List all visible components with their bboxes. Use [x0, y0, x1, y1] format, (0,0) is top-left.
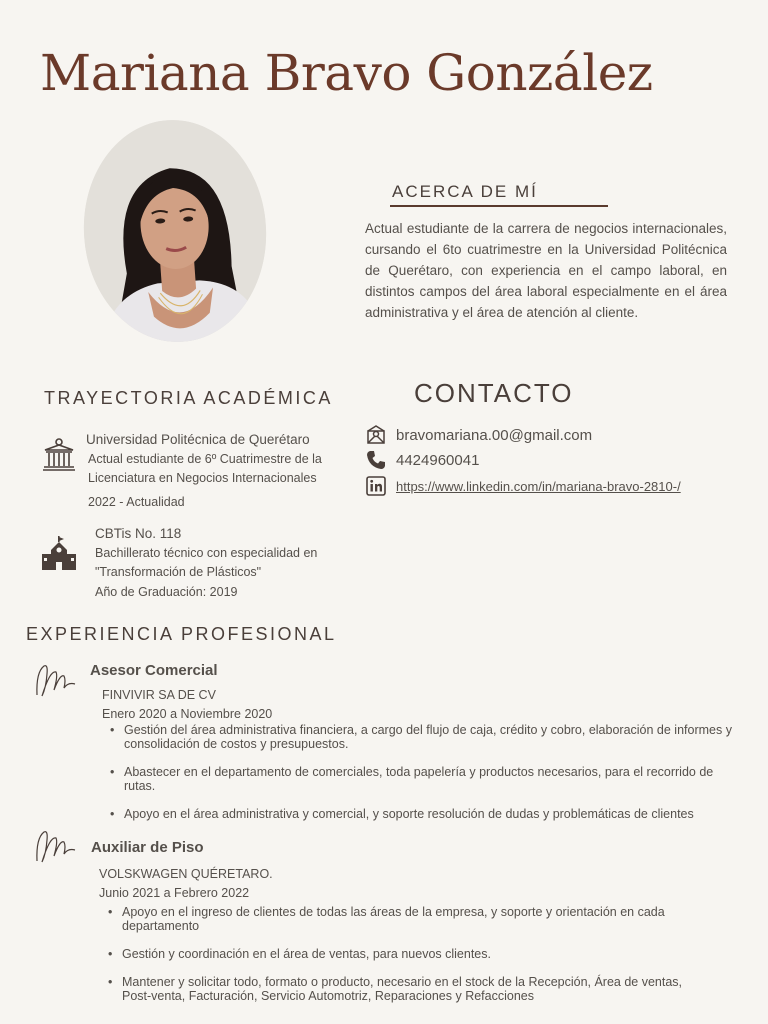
school-building-icon: [41, 536, 77, 572]
signature-monogram-icon: [34, 660, 78, 700]
linkedin-icon: [366, 476, 386, 496]
job-company: VOLSKWAGEN QUÉRETARO.: [99, 867, 273, 881]
university-building-icon: [41, 436, 77, 472]
signature-monogram-icon: [34, 826, 78, 866]
about-underline: [390, 205, 608, 207]
education-institution: Universidad Politécnica de Querétaro: [86, 432, 310, 447]
job-title: Auxiliar de Piso: [91, 839, 204, 856]
list-item: • Gestión y coordinación en el área de ventas, para nuevos clientes.: [104, 947, 704, 961]
job-company: FINVIVIR SA DE CV: [102, 688, 216, 702]
job-bullet-list: [106, 723, 738, 835]
about-paragraph: Actual estudiante de la carrera de negocios internacionales, cursando el 6to cuatrimestre en la Universidad Politécnica de Querétaro, con experiencia en el campo laboral, en distintos campos del área laboral especialmente en el área administrativa y el área de atención al cliente.: [365, 221, 727, 320]
cv-name-title: Mariana Bravo González: [40, 44, 653, 102]
list-item: • Abastecer en el departamento de comerciales, toda papelería y productos necesarios, para el recorrido de rutas.: [106, 765, 738, 793]
education-period: 2022 - Actualidad: [88, 494, 185, 509]
contact-email[interactable]: [366, 425, 592, 445]
job-period: Junio 2021 a Febrero 2022: [99, 886, 250, 900]
job-bullet-list: [104, 905, 704, 1017]
list-item: • Apoyo en el ingreso de clientes de todas las áreas de la empresa, y soporte y orientación en cada departamento: [104, 905, 704, 933]
phone-text[interactable]: 4424960041: [396, 451, 480, 469]
email-icon: [366, 425, 386, 445]
education-detail: Licenciatura en Negocios Internacionales: [88, 471, 317, 485]
education-period: Año de Graduación: 2019: [95, 584, 238, 599]
education-institution: CBTis No. 118: [95, 526, 182, 541]
experience-heading: EXPERIENCIA PROFESIONAL: [26, 624, 337, 644]
about-heading: ACERCA DE MÍ: [392, 182, 538, 201]
job-period: Enero 2020 a Noviembre 2020: [102, 707, 273, 721]
contact-phone[interactable]: [366, 450, 479, 470]
education-detail: Actual estudiante de 6º Cuatrimestre de la: [88, 451, 322, 466]
contact-heading: CONTACTO: [414, 378, 574, 408]
contact-linkedin[interactable]: [366, 476, 681, 496]
list-item: • Mantener y solicitar todo, formato o producto, necesario en el stock de la Recepción, Área de ventas, Post-venta, Facturación, Servicio Automotriz, Reparaciones y Refacciones: [104, 975, 704, 1003]
education-detail: "Transformación de Plásticos": [95, 565, 262, 579]
education-heading: TRAYECTORIA ACADÉMICA: [44, 388, 333, 408]
phone-icon: [366, 450, 386, 470]
profile-photo: [76, 114, 273, 348]
education-item-upq: [86, 430, 356, 512]
job-title: Asesor Comercial: [90, 662, 218, 679]
linkedin-link[interactable]: https://www.linkedin.com/in/mariana-bravo-2810-/: [396, 478, 681, 494]
education-detail: Bachillerato técnico con especialidad en: [95, 545, 318, 560]
list-item: • Apoyo en el área administrativa y comercial, y soporte resolución de dudas y problemáticas de clientes: [106, 807, 738, 821]
education-item-cbtis: [95, 524, 365, 602]
email-text[interactable]: bravomariana.00@gmail.com: [396, 426, 593, 444]
list-item: • Gestión del área administrativa financiera, a cargo del flujo de caja, crédito y cobro, elaboración de informes y consolidación de costos y presupuestos.: [106, 723, 738, 751]
